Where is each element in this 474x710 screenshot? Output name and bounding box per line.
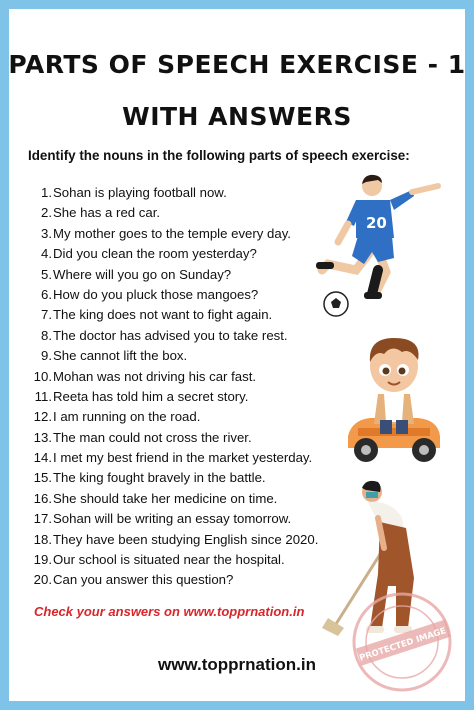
website-footer: www.topprnation.in <box>157 655 316 674</box>
question-number: 1. <box>41 185 52 200</box>
footballer-illustration <box>308 172 448 320</box>
question-item <box>20 468 360 488</box>
question-text: I am running on the road. <box>53 409 201 425</box>
question-text: The doctor has advised you to take rest. <box>53 327 288 343</box>
question-text: Can you answer this question? <box>53 572 234 588</box>
question-number: 10. <box>33 368 52 384</box>
protected-stamp <box>350 590 455 695</box>
question-text: The man could not cross the river. <box>53 429 252 445</box>
question-item <box>20 489 360 509</box>
question-number: 12. <box>33 409 52 425</box>
page-title: PARTS OF SPEECH EXERCISE - 1 <box>8 50 466 79</box>
question-item <box>20 428 360 448</box>
question-number: 15. <box>33 470 52 486</box>
question-text: Sohan will be writing an essay tomorrow. <box>53 511 292 527</box>
question-number: 3. <box>41 225 52 241</box>
question-number: 16. <box>33 490 52 506</box>
question-item <box>20 448 360 468</box>
question-text: Mohan was not driving his car fast. <box>53 368 257 384</box>
question-number: 8. <box>41 327 52 343</box>
question-item <box>20 387 360 407</box>
question-item <box>20 509 360 529</box>
instruction-text: Identify the nouns in the following parts of speech exercise: <box>28 148 410 163</box>
question-text: She has a red car. <box>53 205 161 221</box>
question-item <box>20 570 360 590</box>
question-number: 11. <box>34 388 52 404</box>
question-item <box>20 550 360 570</box>
question-text: The king fought bravely in the battle. <box>53 470 266 486</box>
question-text: Our school is situated near the hospital. <box>53 552 285 568</box>
question-text: My mother goes to the temple every day. <box>53 225 291 241</box>
question-item <box>20 407 360 427</box>
question-text: I met my best friend in the market yesterday. <box>53 450 313 466</box>
jersey-number: 20 <box>366 214 387 232</box>
check-answers-text: Check your answers on www.topprnation.in <box>34 604 305 619</box>
question-number: 17. <box>33 511 52 527</box>
question-number: 5. <box>41 266 52 282</box>
question-text: Did you clean the room yesterday? <box>53 246 257 262</box>
question-number: 7. <box>41 307 52 323</box>
question-text: They have been studying English since 2020. <box>53 531 319 547</box>
question-text: She cannot lift the box. <box>53 348 188 364</box>
question-number: 20. <box>33 572 52 588</box>
question-number: 14. <box>33 450 52 466</box>
boy-on-car-illustration <box>344 332 444 468</box>
question-item <box>20 326 360 346</box>
page-subtitle: WITH ANSWERS <box>122 102 352 131</box>
question-number: 6. <box>41 286 52 302</box>
question-number: 13. <box>33 429 52 445</box>
question-item <box>20 367 360 387</box>
question-item <box>20 530 360 550</box>
question-number: 4. <box>41 246 52 262</box>
question-number: 18. <box>33 531 52 547</box>
question-text: The king does not want to fight again. <box>53 307 273 323</box>
question-text: Where will you go on Sunday? <box>53 266 232 282</box>
question-text: How do you pluck those mangoes? <box>53 286 259 302</box>
stamp-label: PROTECTED IMAGE <box>358 626 448 664</box>
question-number: 19. <box>33 552 52 568</box>
question-item <box>20 346 360 366</box>
question-number: 9. <box>41 348 52 364</box>
question-text: Reeta has told him a secret story. <box>53 388 249 404</box>
question-text: Sohan is playing football now. <box>53 185 227 200</box>
question-text: She should take her medicine on time. <box>53 490 278 506</box>
question-number: 2. <box>41 205 52 221</box>
